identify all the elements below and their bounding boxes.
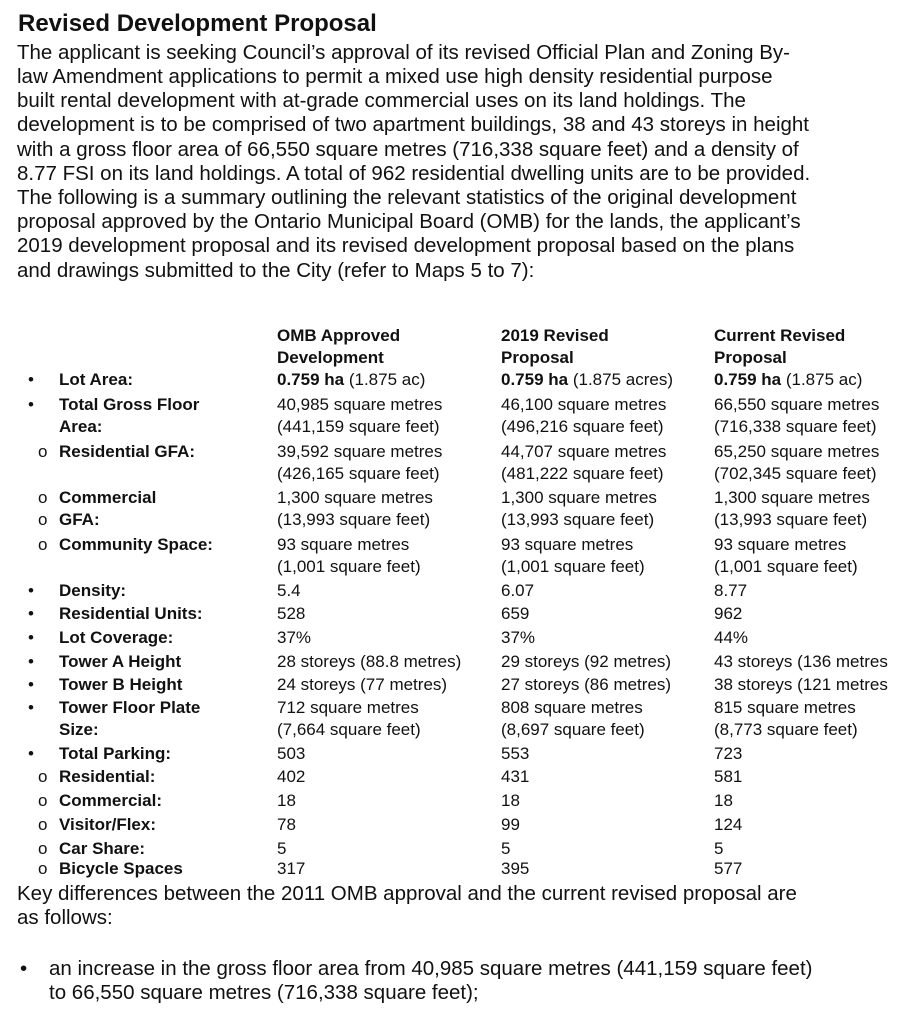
cell-text: (1.875 ac) [781,370,863,389]
cell-2019-revised [501,487,657,530]
header-line: Proposal [501,348,574,367]
table-row [0,743,902,766]
cell-line: (1,001 square feet) [277,556,421,576]
paragraph-line: Key differences between the 2011 OMB approval and the current revised proposal are [17,882,797,905]
cell-line: 6.07 [501,581,535,600]
cell-line: 5 [501,839,511,858]
cell-line: (716,338 square feet) [714,416,877,436]
row-label [59,603,203,625]
cell-line: 395 [501,859,530,878]
sub-bullet-glyph: o [38,488,48,507]
cell-omb-approved [277,790,296,812]
paragraph-line: The applicant is seeking Council’s approval of its revised Official Plan and Zoning By- [17,41,790,64]
paragraph-line: 2019 development proposal and its revised development proposal based on the plans [17,234,795,257]
cell-line: 5.4 [277,581,301,600]
cell-line: (702,345 square feet) [714,463,877,483]
row-label-line: Lot Area: [59,370,133,389]
paragraph-line: development is to be comprised of two apartment buildings, 38 and 43 storeys in height [17,113,809,136]
table-row [0,766,902,789]
row-label [59,790,162,812]
list-item-text [49,957,813,1005]
table-row [0,603,902,626]
cell-2019-revised [501,697,645,740]
cell-line: 503 [277,744,306,763]
header-line: Development [277,348,384,367]
cell-line: 65,250 square metres [714,442,880,461]
cell-line: (1,001 square feet) [714,556,858,576]
cell-omb-approved [277,674,447,696]
cell-line: 18 [277,791,296,810]
cell-line: 44% [714,628,749,647]
cell-omb-approved [277,369,425,391]
cell-omb-approved [277,814,296,836]
row-label-line: Community Space: [59,535,213,554]
sub-bullet-marker [38,487,60,530]
cell-current-revised [714,369,862,391]
cell-line: (8,773 square feet) [714,719,858,739]
cell-current-revised [714,766,742,788]
cell-line: 78 [277,815,296,834]
cell-line: (441,159 square feet) [277,416,440,436]
cell-2019-revised [501,858,529,880]
cell-line: 18 [501,791,520,810]
header-line: Proposal [714,348,787,367]
cell-line: 815 square metres [714,698,856,717]
cell-2019-revised [501,627,535,649]
sub-bullet-marker: o [38,791,48,810]
cell-line: 38 storeys (121 metres [714,675,888,694]
cell-line: 124 [714,815,743,834]
cell-line: 28 storeys (88.8 metres) [277,652,462,671]
table-row [0,651,902,674]
cell-line: (496,216 square feet) [501,416,664,436]
bullet-marker: • [28,675,34,694]
bullet-marker: • [28,581,34,600]
cell-line: 27 storeys (86 metres) [501,675,672,694]
row-label [59,743,171,765]
sub-bullet-marker: o [38,442,48,461]
sub-bullet-marker: o [38,839,48,858]
header-line: Current Revised [714,326,846,345]
cell-omb-approved [277,743,305,765]
cell-current-revised [714,627,748,649]
bullet-marker: • [28,652,34,671]
cell-line: (481,222 square feet) [501,463,664,483]
cell-current-revised [714,743,742,765]
cell-omb-approved [277,651,461,673]
cell-current-revised [714,394,879,437]
cell-2019-revised [501,369,673,391]
paragraph-line: proposal approved by the Ontario Municipal Board (OMB) for the lands, the applicant’s [17,210,801,233]
paragraph-line: as follows: [17,906,113,929]
cell-line: 93 square metres [501,535,634,554]
cell-line: 18 [714,791,733,810]
cell-2019-revised [501,603,529,625]
table-row [0,697,902,739]
row-label-line: GFA: [59,509,100,529]
header-line: OMB Approved [277,326,401,345]
cell-omb-approved [277,697,421,740]
cell-line: (7,664 square feet) [277,719,421,739]
row-label [59,674,182,696]
cell-2019-revised [501,651,671,673]
cell-2019-revised [501,790,520,812]
table-row [0,674,902,697]
cell-line: 1,300 square metres [277,488,433,507]
cell-line: 93 square metres [714,535,847,554]
cell-current-revised [714,858,742,880]
bullet-marker: • [28,628,34,647]
cell-line: 66,550 square metres [714,395,880,414]
cell-line: 581 [714,767,743,786]
cell-omb-approved [277,580,301,602]
paragraph-line: with a gross floor area of 66,550 square metres (716,338 square feet) and a density of [17,138,799,161]
cell-current-revised [714,814,742,836]
cell-line: 8.77 [714,581,748,600]
cell-current-revised [714,674,888,696]
cell-omb-approved [277,603,305,625]
cell-omb-approved [277,627,311,649]
cell-line: 93 square metres [277,535,410,554]
table-row [0,790,902,813]
row-label-line: Tower A Height [59,652,182,671]
cell-current-revised [714,790,733,812]
list-item-line: an increase in the gross floor area from 40,985 square metres (441,159 square feet) [49,957,813,980]
row-label [59,441,195,463]
cell-line: 528 [277,604,306,623]
table-row [0,534,902,576]
cell-line: (13,993 square feet) [714,509,868,529]
table-row [0,487,902,529]
row-label-line: Visitor/Flex: [59,815,156,834]
cell-line: 43 storeys (136 metres [714,652,888,671]
cell-emphasis: 0.759 ha [277,370,345,389]
cell-line: 5 [277,839,287,858]
sub-bullet-marker: o [38,535,48,554]
row-label [59,580,126,602]
row-label-line: Commercial [59,488,157,507]
row-label-line: Tower Floor Plate [59,698,201,717]
key-differences-intro [17,882,797,930]
cell-line: 1,300 square metres [501,488,657,507]
list-item-line: to 66,550 square metres (716,338 square feet); [49,981,479,1004]
bullet-marker: • [20,957,28,980]
cell-2019-revised [501,441,666,484]
cell-current-revised [714,651,888,673]
paragraph-line: and drawings submitted to the City (refer to Maps 5 to 7): [17,259,535,282]
row-label-line: Size: [59,719,99,739]
cell-omb-approved [277,441,442,484]
cell-omb-approved [277,858,305,880]
table-row [0,580,902,603]
sub-bullet-marker: o [38,859,48,878]
cell-omb-approved [277,487,433,530]
cell-line: (13,993 square feet) [501,509,655,529]
cell-line: 5 [714,839,724,858]
bullet-marker: • [28,604,34,623]
paragraph-line: built rental development with at-grade commercial uses on its land holdings. The [17,89,746,112]
cell-line: 46,100 square metres [501,395,667,414]
cell-line: 29 storeys (92 metres) [501,652,672,671]
row-label-line: Commercial: [59,791,162,810]
cell-line: 712 square metres [277,698,419,717]
cell-line: 431 [501,767,530,786]
cell-2019-revised [501,534,645,577]
cell-2019-revised [501,674,671,696]
sub-bullet-marker: o [38,767,48,786]
cell-current-revised [714,603,742,625]
row-label-line: Residential Units: [59,604,203,623]
row-label [59,814,156,836]
cell-omb-approved [277,766,305,788]
table-row [0,441,902,483]
sub-bullet-glyph: o [38,509,48,529]
cell-current-revised [714,838,723,860]
cell-emphasis: 0.759 ha [501,370,569,389]
cell-line: 24 storeys (77 metres) [277,675,448,694]
cell-line: 577 [714,859,743,878]
page-title: Revised Development Proposal [18,10,377,37]
bullet-marker: • [28,370,34,389]
row-label-line: Area: [59,416,103,436]
paragraph-line: 8.77 FSI on its land holdings. A total of 962 residential dwelling units are to be provided. [17,162,811,185]
cell-current-revised [714,580,747,602]
cell-line: 808 square metres [501,698,643,717]
cell-line: (426,165 square feet) [277,463,440,483]
cell-line: (8,697 square feet) [501,719,645,739]
header-omb-approved [277,325,400,369]
cell-line: 39,592 square metres [277,442,443,461]
cell-line [277,369,425,391]
header-2019-revised [501,325,609,369]
cell-2019-revised [501,743,529,765]
cell-omb-approved [277,394,442,437]
cell-2019-revised [501,814,520,836]
row-label-line: Lot Coverage: [59,628,174,647]
table-row [0,814,902,837]
cell-2019-revised [501,580,534,602]
bullet-marker: • [28,395,34,414]
cell-line: 659 [501,604,530,623]
row-label [59,858,183,880]
sub-bullet-marker: o [38,815,48,834]
cell-line [501,369,673,391]
row-label [59,838,145,860]
cell-line: 40,985 square metres [277,395,443,414]
cell-emphasis: 0.759 ha [714,370,782,389]
row-label [59,487,156,530]
cell-line: 37% [277,628,312,647]
cell-line: (1,001 square feet) [501,556,645,576]
row-label [59,651,181,673]
row-label-line: Total Parking: [59,744,172,763]
cell-current-revised [714,697,858,740]
row-label-line: Residential GFA: [59,442,196,461]
table-row [0,369,902,392]
cell-line: 317 [277,859,306,878]
row-label [59,534,213,556]
row-label-line: Total Gross Floor [59,395,200,414]
row-label [59,369,133,391]
cell-line: 723 [714,744,743,763]
cell-line: (13,993 square feet) [277,509,431,529]
header-line: 2019 Revised [501,326,609,345]
bullet-marker: • [28,744,34,763]
cell-current-revised [714,487,870,530]
paragraph-line: The following is a summary outlining the relevant statistics of the original development [17,186,797,209]
cell-line: 962 [714,604,743,623]
cell-line: 402 [277,767,306,786]
cell-2019-revised [501,394,666,437]
cell-line: 553 [501,744,530,763]
table-row [0,394,902,436]
cell-omb-approved [277,534,421,577]
cell-2019-revised [501,766,529,788]
row-label [59,627,173,649]
row-label [59,697,200,740]
bullet-marker: • [28,698,34,717]
cell-line: 37% [501,628,536,647]
row-label [59,766,155,788]
row-label-line: Density: [59,581,127,600]
row-label-line: Tower B Height [59,675,183,694]
row-label [59,394,199,437]
row-label-line: Bicycle Spaces [59,859,183,878]
row-label-line: Residential: [59,767,156,786]
table-row [0,858,902,881]
cell-omb-approved [277,838,286,860]
paragraph-line: law Amendment applications to permit a mixed use high density residential purpose [17,65,773,88]
cell-line: 44,707 square metres [501,442,667,461]
cell-current-revised [714,441,879,484]
cell-line [714,369,862,391]
table-row [0,627,902,650]
cell-current-revised [714,534,858,577]
row-label-line: Car Share: [59,839,145,858]
cell-line: 99 [501,815,520,834]
cell-text: (1.875 acres) [568,370,673,389]
header-current-revised [714,325,845,369]
cell-text: (1.875 ac) [344,370,426,389]
cell-line: 1,300 square metres [714,488,870,507]
cell-2019-revised [501,838,510,860]
